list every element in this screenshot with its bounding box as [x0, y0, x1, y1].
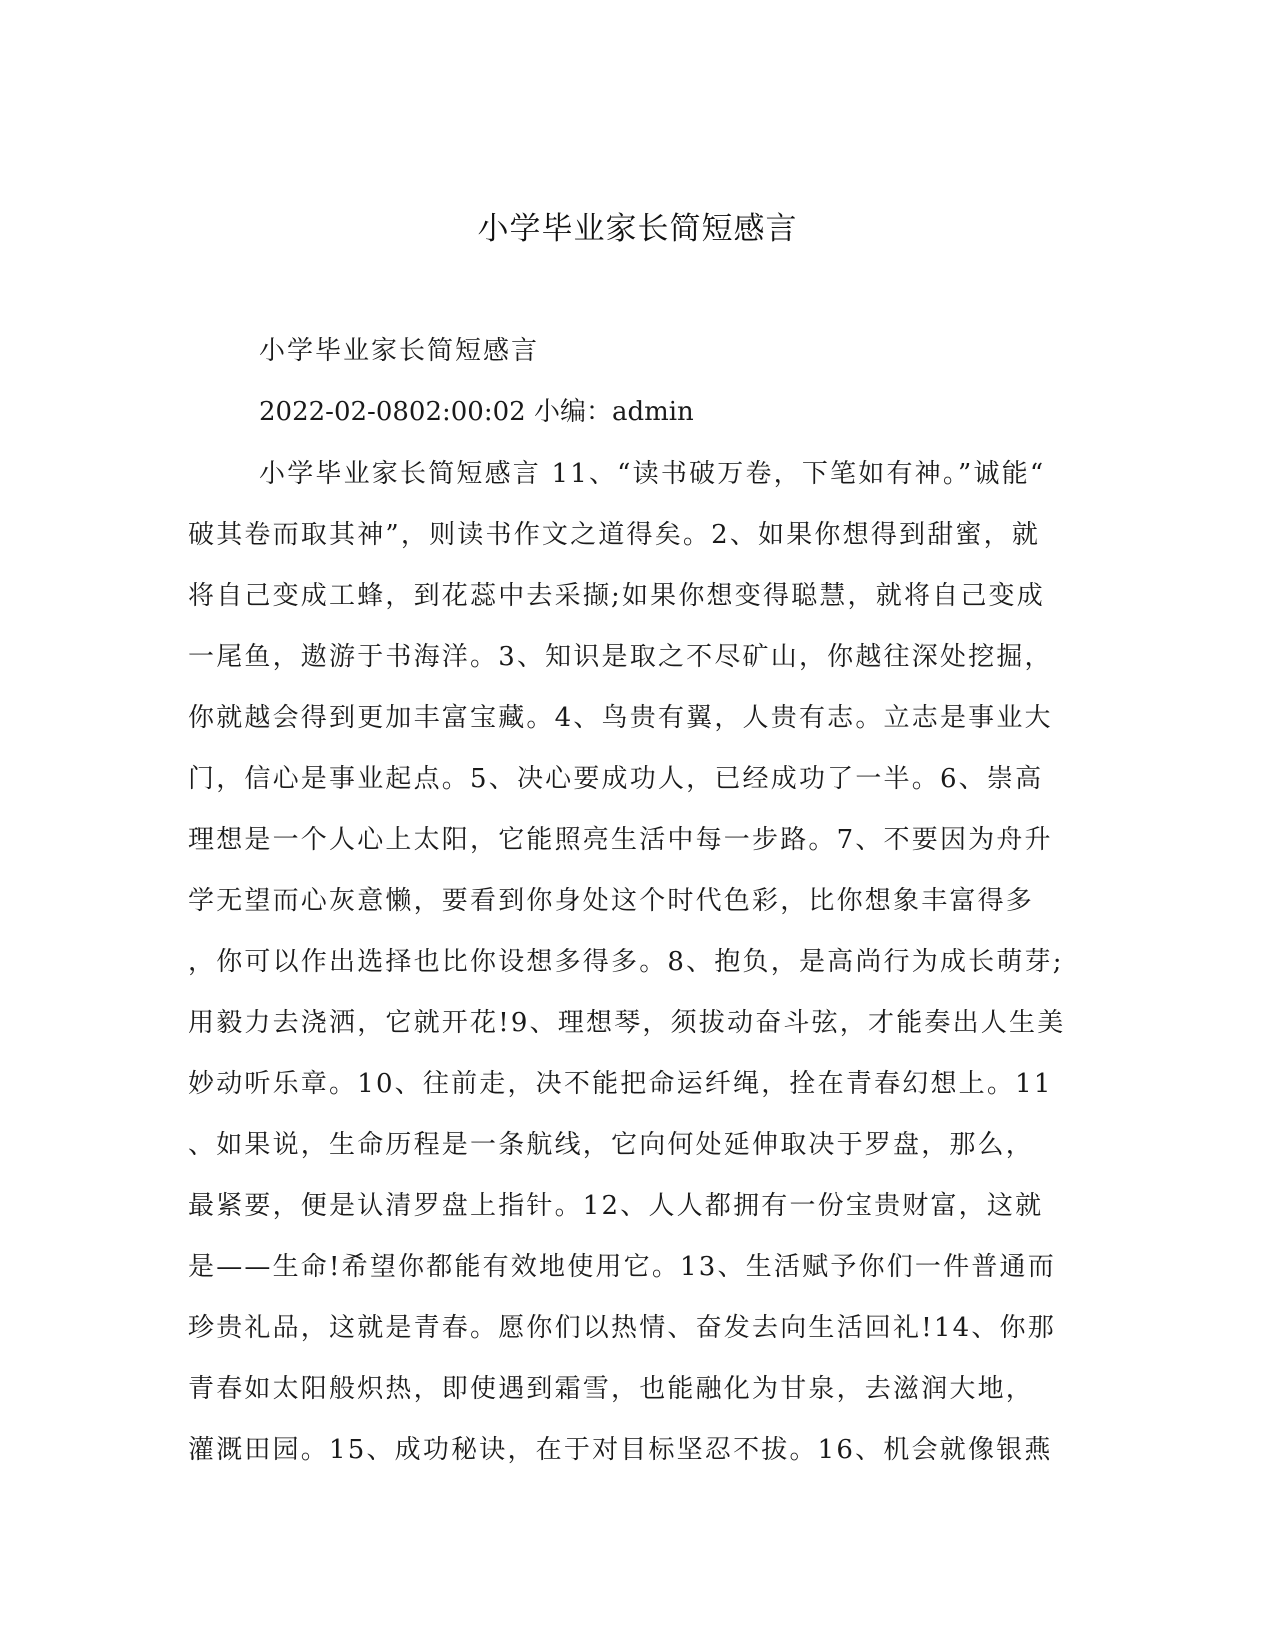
body-line: 妙动听乐章。10、往前走，决不能把命运纤绳，拴在青春幻想上。11	[188, 1069, 1053, 1099]
document-subtitle: 小学毕业家长简短感言	[259, 336, 540, 366]
body-line: 你就越会得到更加丰富宝藏。4、鸟贵有翼，人贵有志。立志是事业大	[188, 703, 1053, 733]
body-line: 灌溉田园。15、成功秘诀，在于对目标坚忍不拔。16、机会就像银燕	[188, 1435, 1053, 1465]
body-line: 是——生命!希望你都能有效地使用它。13、生活赋予你们一件普通而	[188, 1252, 1056, 1282]
body-line: 小学毕业家长简短感言 11、“读书破万卷，下笔如有神。”诚能“	[259, 459, 1046, 489]
body-line: 将自己变成工蜂，到花蕊中去采撷;如果你想变得聪慧，就将自己变成	[188, 581, 1045, 611]
body-line: 学无望而心灰意懒，要看到你身处这个时代色彩，比你想象丰富得多	[188, 886, 1035, 916]
document-meta: 2022-02-0802:00:02 小编：admin	[259, 397, 694, 427]
body-line: 用毅力去浇洒，它就开花!9、理想琴，须拔动奋斗弦，才能奏出人生美	[188, 1008, 1066, 1038]
body-line: ，你可以作出选择也比你设想多得多。8、抱负，是高尚行为成长萌芽;	[188, 947, 1064, 977]
body-line: 最紧要，便是认清罗盘上指针。12、人人都拥有一份宝贵财富，这就	[188, 1191, 1044, 1221]
document-body	[188, 454, 1088, 1491]
body-line: 青春如太阳般炽热，即使遇到霜雪，也能融化为甘泉，去滋润大地，	[188, 1374, 1035, 1404]
body-line: 珍贵礼品，这就是青春。愿你们以热情、奋发去向生活回礼!14、你那	[188, 1313, 1056, 1343]
document-title: 小学毕业家长简短感言	[477, 211, 798, 247]
body-line: 门，信心是事业起点。5、决心要成功人，已经成功了一半。6、崇高	[188, 764, 1044, 794]
body-line: 破其卷而取其神”，则读书作文之道得矣。2、如果你想得到甜蜜，就	[188, 520, 1041, 550]
body-line: 一尾鱼，遨游于书海洋。3、知识是取之不尽矿山，你越往深处挖掘，	[188, 642, 1053, 672]
body-line: 理想是一个人心上太阳，它能照亮生活中每一步路。7、不要因为舟升	[188, 825, 1053, 855]
body-line: 、如果说，生命历程是一条航线，它向何处延伸取决于罗盘，那么，	[188, 1130, 1035, 1160]
